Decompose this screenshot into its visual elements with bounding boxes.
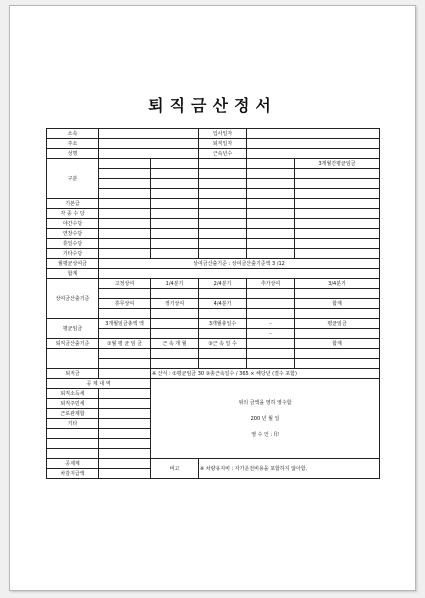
label-basic-pay: 기본급 bbox=[47, 199, 99, 209]
retire-date-value[interactable] bbox=[247, 139, 380, 149]
cell[interactable] bbox=[199, 249, 247, 259]
cell[interactable] bbox=[99, 449, 151, 459]
cell[interactable] bbox=[295, 179, 380, 189]
label-severance-basis: 퇴직금산출기준 bbox=[47, 339, 99, 349]
cell[interactable] bbox=[99, 159, 151, 169]
cell[interactable] bbox=[99, 329, 151, 339]
label-bonus-basis: 상여금산출기준 bbox=[47, 279, 99, 319]
label-total-2: 합계 bbox=[295, 299, 380, 309]
cell[interactable] bbox=[295, 359, 380, 369]
receipt-date: 200 년 월 일 bbox=[250, 415, 280, 422]
cell[interactable] bbox=[47, 439, 99, 449]
cell[interactable] bbox=[199, 359, 247, 369]
cell[interactable] bbox=[99, 189, 151, 199]
cell[interactable] bbox=[151, 159, 199, 169]
cell[interactable] bbox=[151, 199, 199, 209]
cell[interactable] bbox=[247, 199, 295, 209]
label-income-tax: 퇴직소득세 bbox=[47, 389, 99, 399]
cell[interactable] bbox=[47, 449, 99, 459]
cell[interactable] bbox=[199, 329, 247, 339]
note-text: ※ 차량유지비 : 자가운전비용을 포함하지 않아함. bbox=[199, 459, 380, 479]
cell[interactable] bbox=[99, 419, 151, 429]
cell[interactable] bbox=[151, 169, 199, 179]
label-monthly-avg-wage: ①월 평 균 임 금 bbox=[99, 339, 151, 349]
cell[interactable] bbox=[295, 249, 380, 259]
label-fixed-bonus: 고정상여 bbox=[99, 279, 151, 289]
cell[interactable] bbox=[99, 439, 151, 449]
label-service-years: 근속년수 bbox=[199, 149, 247, 159]
cell[interactable] bbox=[247, 159, 295, 169]
cell[interactable] bbox=[99, 469, 151, 479]
cell[interactable] bbox=[199, 349, 247, 359]
label-overtime-allowance: 연장수당 bbox=[47, 229, 99, 239]
label-position: 성명 bbox=[47, 149, 99, 159]
cell[interactable] bbox=[99, 179, 151, 189]
cell[interactable] bbox=[99, 169, 151, 179]
label-labor-deduction: 근로관제합 bbox=[47, 409, 99, 419]
service-years-value[interactable] bbox=[247, 149, 380, 159]
cell[interactable] bbox=[151, 239, 199, 249]
dash-2: – bbox=[247, 329, 295, 339]
cell[interactable] bbox=[99, 219, 151, 229]
label-hire-date: 입사일자 bbox=[199, 129, 247, 139]
severance-calculation-table bbox=[46, 128, 380, 479]
cell[interactable] bbox=[151, 329, 199, 339]
label-other-allowance: 기타수당 bbox=[47, 249, 99, 259]
cell[interactable] bbox=[47, 429, 99, 439]
cell[interactable] bbox=[151, 189, 199, 199]
label-3month-days: 3개월총일수 bbox=[199, 319, 247, 329]
label-regular-bonus: 정기상여 bbox=[151, 299, 199, 309]
label-q1: 1/4분기 bbox=[151, 279, 199, 289]
cell[interactable] bbox=[295, 229, 380, 239]
label-service-days: ③근 속 일 수 bbox=[199, 339, 247, 349]
address-value[interactable] bbox=[99, 139, 199, 149]
cell[interactable] bbox=[247, 339, 295, 349]
label-note: 비고 bbox=[151, 459, 199, 479]
cell[interactable] bbox=[99, 199, 151, 209]
cell[interactable] bbox=[151, 249, 199, 259]
cell[interactable] bbox=[199, 189, 247, 199]
cell[interactable] bbox=[99, 369, 151, 379]
cell[interactable] bbox=[99, 309, 151, 319]
cell[interactable] bbox=[99, 249, 151, 259]
cell[interactable] bbox=[151, 229, 199, 239]
label-average-wage-2: 평균임금 bbox=[295, 319, 380, 329]
cell[interactable] bbox=[99, 229, 151, 239]
label-3month-total: 3개월임금총액 액 bbox=[99, 319, 151, 329]
cell[interactable] bbox=[295, 219, 380, 229]
cell[interactable] bbox=[295, 239, 380, 249]
position-value[interactable] bbox=[99, 149, 199, 159]
cell[interactable] bbox=[99, 399, 151, 409]
cell[interactable] bbox=[151, 359, 199, 369]
cell[interactable] bbox=[199, 199, 247, 209]
label-deduction-items: 공 제 내 역 bbox=[47, 379, 151, 389]
label-holiday-allowance: 휴일수당 bbox=[47, 239, 99, 249]
label-night-allowance: 야간수당 bbox=[47, 219, 99, 229]
monthly-avg-formula: 상여금산출기준 : 상여금산출기준액 3 /12 bbox=[99, 259, 380, 269]
cell[interactable] bbox=[295, 329, 380, 339]
cell[interactable] bbox=[151, 179, 199, 189]
total-1-value[interactable] bbox=[99, 269, 380, 279]
label-q2: 2/4분기 bbox=[199, 279, 247, 289]
cell[interactable] bbox=[247, 189, 295, 199]
cell[interactable] bbox=[151, 289, 199, 299]
cell[interactable] bbox=[99, 409, 151, 419]
cell[interactable] bbox=[151, 319, 199, 329]
label-q3: 3/4분기 bbox=[295, 279, 380, 289]
cell[interactable] bbox=[247, 219, 295, 229]
label-extra-bonus: 추가상여 bbox=[247, 279, 295, 289]
label-total-1: 합계 bbox=[47, 269, 99, 279]
cell[interactable] bbox=[247, 289, 295, 299]
cell[interactable] bbox=[295, 289, 380, 299]
cell[interactable] bbox=[199, 179, 247, 189]
cell[interactable] bbox=[99, 389, 151, 399]
cell[interactable] bbox=[99, 239, 151, 249]
cell[interactable] bbox=[295, 209, 380, 219]
receipt-title: 위의 금액을 영히 영수함 bbox=[238, 399, 292, 406]
label-q4: 4/4분기 bbox=[199, 299, 247, 309]
cell[interactable] bbox=[247, 349, 295, 359]
cell[interactable] bbox=[199, 209, 247, 219]
cell[interactable] bbox=[295, 309, 380, 319]
cell[interactable] bbox=[99, 359, 151, 369]
cell[interactable] bbox=[295, 199, 380, 209]
cell[interactable] bbox=[199, 159, 247, 169]
label-resident-tax: 퇴직주민세 bbox=[47, 399, 99, 409]
label-monthly-avg-bonus: 월평균상여금 bbox=[47, 259, 99, 269]
label-wage-category: 구분 bbox=[47, 159, 99, 199]
hire-date-value[interactable] bbox=[247, 129, 380, 139]
cell[interactable] bbox=[151, 209, 199, 219]
cell[interactable] bbox=[47, 349, 99, 369]
label-service-months: 근 속 개 월 bbox=[151, 339, 199, 349]
cell[interactable] bbox=[199, 289, 247, 299]
cell[interactable] bbox=[99, 429, 151, 439]
cell[interactable] bbox=[247, 309, 295, 319]
label-deduction-total: 공제계 bbox=[47, 459, 99, 469]
cell[interactable] bbox=[151, 349, 199, 359]
cell[interactable] bbox=[247, 169, 295, 179]
cell[interactable] bbox=[247, 179, 295, 189]
dash-1: – bbox=[247, 319, 295, 329]
label-retire-date: 퇴직일자 bbox=[199, 139, 247, 149]
label-average-wage: 평균임금 bbox=[47, 319, 99, 339]
cell[interactable] bbox=[151, 219, 199, 229]
receipt-block bbox=[151, 379, 380, 459]
cell[interactable] bbox=[99, 209, 151, 219]
cell[interactable] bbox=[99, 349, 151, 359]
cell[interactable] bbox=[199, 169, 247, 179]
label-total-3: 합계 bbox=[295, 339, 380, 349]
cell[interactable] bbox=[247, 359, 295, 369]
cell[interactable] bbox=[199, 309, 247, 319]
cell[interactable] bbox=[199, 239, 247, 249]
label-name: 소속 bbox=[47, 129, 99, 139]
cell[interactable] bbox=[247, 249, 295, 259]
cell[interactable] bbox=[199, 229, 247, 239]
cell[interactable] bbox=[295, 189, 380, 199]
cell[interactable] bbox=[99, 459, 151, 469]
label-severance-pay: 퇴직금 bbox=[47, 369, 99, 379]
document-title: 퇴직금산정서 bbox=[148, 96, 277, 115]
cell[interactable] bbox=[295, 349, 380, 359]
label-net-pay: 차감지급액 bbox=[47, 469, 99, 479]
receipt-recipient: 영 수 인 : 印 bbox=[251, 431, 279, 438]
cell[interactable] bbox=[151, 309, 199, 319]
cell[interactable] bbox=[199, 219, 247, 229]
severance-formula: ※ 산식 : ①평균임금 30 ③총근속일수 / 365 × 해당년 (결수 포함) bbox=[151, 369, 380, 379]
cell[interactable] bbox=[295, 169, 380, 179]
cell[interactable] bbox=[99, 289, 151, 299]
cell[interactable] bbox=[247, 229, 295, 239]
label-3month-avg: 3개월간평균임금 bbox=[295, 159, 380, 169]
label-allowances: 각 종 수 당 bbox=[47, 209, 99, 219]
label-other-deduction: 기타 bbox=[47, 419, 99, 429]
label-address: 주소 bbox=[47, 139, 99, 149]
name-value[interactable] bbox=[99, 129, 199, 139]
cell[interactable] bbox=[247, 299, 295, 309]
cell[interactable] bbox=[247, 239, 295, 249]
cell[interactable] bbox=[247, 209, 295, 219]
label-vacation-bonus: 휴무상여 bbox=[99, 299, 151, 309]
